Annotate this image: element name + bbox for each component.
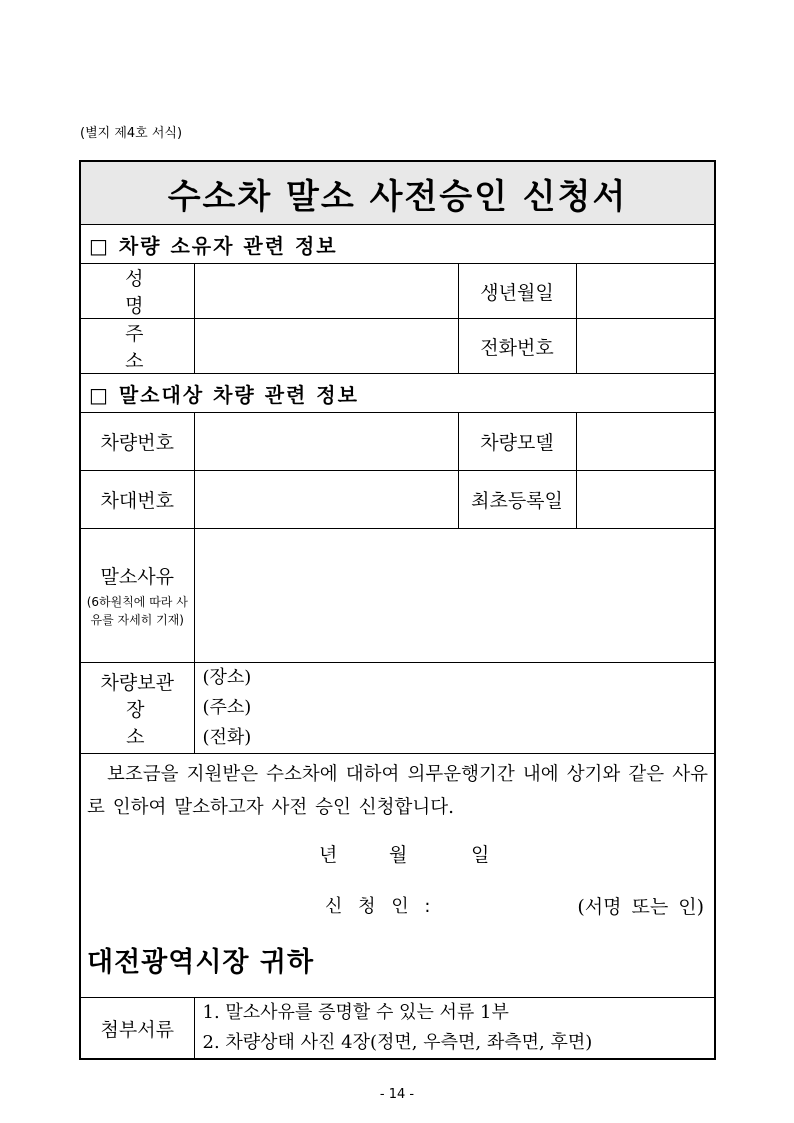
vin-field[interactable]	[194, 471, 458, 529]
applicant-line	[87, 886, 708, 926]
birth-date-field[interactable]	[576, 264, 715, 319]
addressee: 대전광역시장 귀하	[87, 947, 315, 978]
plate-number-field[interactable]	[194, 413, 458, 471]
month-label: 월	[389, 844, 408, 866]
vehicle-model-field[interactable]	[576, 413, 715, 471]
storage-location-label-cell	[80, 663, 194, 754]
storage-phone-line: (전화)	[202, 727, 252, 748]
day-label: 일	[471, 844, 490, 866]
attachment-item-2: 2. 차량상태 사진 4장(정면, 우측면, 좌측면, 후면)	[202, 1032, 593, 1053]
owner-section-heading: □ 차량 소유자 관련 정보	[80, 225, 715, 264]
plate-number-label: 차량번호	[80, 413, 194, 471]
name-field[interactable]	[194, 264, 458, 319]
storage-location-field[interactable]	[194, 663, 715, 754]
storage-location-label-line1: 차량보관	[100, 671, 174, 694]
year-label: 년	[319, 844, 338, 866]
first-registration-label: 최초등록일	[458, 471, 576, 529]
deregistration-reason-field[interactable]	[194, 529, 715, 663]
attachments-list	[194, 998, 715, 1060]
attachments-label: 첨부서류	[80, 998, 194, 1060]
storage-address-line: (주소)	[202, 697, 252, 718]
form-title: 수소차 말소 사전승인 신청서	[80, 161, 715, 225]
birth-date-label: 생년월일	[458, 264, 576, 319]
address-label: 주 소	[80, 319, 194, 374]
page-number: - 14 -	[379, 1087, 415, 1102]
deregistration-reason-note: (6하원칙에 따라 사유를 자세히 기재)	[86, 595, 188, 627]
name-label: 성 명	[80, 264, 194, 319]
storage-place-line: (장소)	[202, 667, 252, 688]
vehicle-model-label: 차량모델	[458, 413, 576, 471]
signature-note: (서명 또는 인)	[577, 896, 705, 918]
first-registration-field[interactable]	[576, 471, 715, 529]
phone-label: 전화번호	[458, 319, 576, 374]
form-number-label: (별지 제4호 서식)	[80, 126, 183, 141]
address-field[interactable]	[194, 319, 458, 374]
attachment-item-1: 1. 말소사유를 증명할 수 있는 서류 1부	[202, 1002, 509, 1023]
statement-text: 보조금을 지원받은 수소차에 대하여 의무운행기간 내에 상기와 같은 사유로 인하여 말소하고자 사전 승인 신청합니다.	[87, 764, 709, 818]
date-line	[87, 834, 708, 874]
applicant-label: 신 청 인 :	[325, 896, 436, 917]
vin-label: 차대번호	[80, 471, 194, 529]
deregistration-reason-label: 말소사유	[100, 566, 174, 588]
phone-field[interactable]	[576, 319, 715, 374]
statement-cell	[80, 754, 715, 998]
deregistration-reason-label-cell	[80, 529, 194, 663]
application-form-table	[79, 160, 716, 1060]
storage-location-label-line2: 장 소	[126, 698, 167, 748]
vehicle-section-heading: □ 말소대상 차량 관련 정보	[80, 374, 715, 413]
